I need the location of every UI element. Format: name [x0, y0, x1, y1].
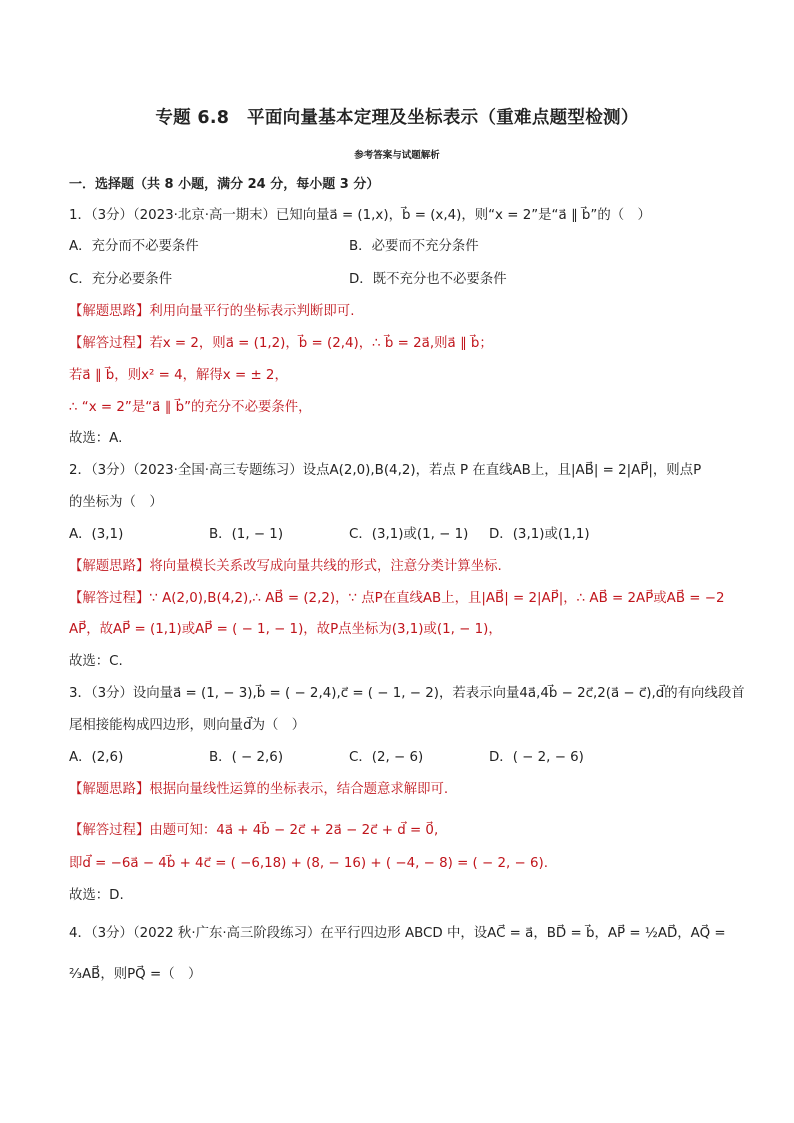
- q1-idea-text: 利用向量平行的坐标表示判断即可.: [149, 304, 355, 319]
- q3-option-c: C．(2, − 6): [349, 750, 424, 765]
- q3-process-1: [69, 822, 438, 840]
- q1-option-a: A．充分而不必要条件: [69, 239, 199, 254]
- q3-idea: [69, 781, 448, 799]
- q1-idea-tag: 【解题思路】: [69, 304, 150, 319]
- q1-process-1: [69, 335, 493, 353]
- q2-process-1: [69, 590, 724, 608]
- q2-option-b: B．(1, − 1): [209, 527, 284, 542]
- q3-idea-tag: 【解题思路】: [69, 782, 150, 797]
- q1-option-b: B．必要而不充分条件: [349, 239, 479, 254]
- q3-option-b: B．( − 2,6): [209, 750, 284, 765]
- page-subtitle: 参考答案与试题解析: [354, 150, 440, 161]
- q2-stem-1: 2．（3分）（2023·全国·高三专题练习）设点A(2,0),B(4,2)，若点 P 在直线AB上，且|AB⃗| = 2|AP⃗|，则点P: [69, 463, 702, 478]
- q3-option-a: A．(2,6): [69, 750, 124, 765]
- q3-process-text: 由题可知：4a⃗ + 4b⃗ − 2c⃗ + 2a⃗ − 2c⃗ + d⃗ = 0⃗,: [149, 823, 439, 838]
- q2-process-tag: 【解答过程】: [69, 591, 150, 606]
- q2-process-text: ∵ A(2,0),B(4,2),∴ AB⃗ = (2,2)，∵ 点P在直线AB上，且|AB⃗| = 2|AP⃗|，∴ AB⃗ = 2AP⃗或AB⃗ = −2: [149, 591, 725, 606]
- page-title: 专题 6.8 平面向量基本定理及坐标表示（重难点题型检测）: [155, 108, 639, 128]
- q1-idea: [69, 303, 354, 321]
- q2-idea-tag: 【解题思路】: [69, 559, 150, 574]
- q2-answer: 故选：C.: [69, 654, 123, 669]
- section-heading: 一．选择题（共 8 小题，满分 24 分，每小题 3 分）: [69, 177, 380, 192]
- q3-idea-text: 根据向量线性运算的坐标表示，结合题意求解即可.: [149, 782, 449, 797]
- q2-option-d: D．(3,1)或(1,1): [489, 527, 590, 542]
- q1-option-c: C．充分必要条件: [69, 272, 173, 287]
- q2-idea-text: 将向量模长关系改写成向量共线的形式，注意分类计算坐标.: [149, 559, 502, 574]
- q1-option-d: D．既不充分也不必要条件: [349, 272, 507, 287]
- q2-option-c: C．(3,1)或(1, − 1): [349, 527, 469, 542]
- q1-process-text: 若x = 2，则a⃗ = (1,2)，b⃗ = (2,4)，∴ b⃗ = 2a⃗,则a⃗ ∥ b⃗；: [149, 336, 493, 351]
- q3-option-d: D．( − 2, − 6): [489, 750, 584, 765]
- q3-stem-1: 3．（3分）设向量a⃗ = (1, − 3),b⃗ = ( − 2,4),c⃗ = ( − 1, − 2)，若表示向量4a⃗,4b⃗ − 2c⃗,2(a⃗ − c⃗),d⃗的有向线段首: [69, 686, 745, 701]
- q1-process-2: 若a⃗ ∥ b⃗，则x² = 4，解得x = ± 2，: [69, 368, 288, 383]
- q4-stem-2: ⅔AB⃗，则PQ⃗ =（ ）: [69, 967, 202, 982]
- q2-process-2: AP⃗，故AP⃗ = (1,1)或AP⃗ = ( − 1, − 1)，故P点坐标为(3,1)或(1, − 1)，: [69, 622, 502, 637]
- q1-process-3: ∴ “x = 2”是“a⃗ ∥ b⃗”的充分不必要条件，: [69, 400, 312, 415]
- q2-option-a: A．(3,1): [69, 527, 124, 542]
- q3-answer: 故选：D.: [69, 888, 124, 903]
- q3-process-tag: 【解答过程】: [69, 823, 150, 838]
- q1-process-tag: 【解答过程】: [69, 336, 150, 351]
- q1-stem: 1．（3分）（2023·北京·高一期末）已知向量a⃗ = (1,x)，b⃗ = (x,4)，则“x = 2”是“a⃗ ∥ b⃗”的（ ）: [69, 208, 651, 223]
- q2-stem-2: 的坐标为（ ）: [69, 495, 163, 510]
- q1-answer: 故选：A.: [69, 431, 123, 446]
- q3-stem-2: 尾相接能构成四边形，则向量d⃗为（ ）: [69, 718, 306, 733]
- q3-process-2: 即d⃗ = −6a⃗ − 4b⃗ + 4c⃗ = ( −6,18) + (8, − 16) + ( −4, − 8) = ( − 2, − 6).: [69, 856, 549, 871]
- q2-idea: [69, 558, 502, 576]
- q4-stem-1: 4．（3分）（2022 秋·广东·高三阶段练习）在平行四边形 ABCD 中，设AC⃗ = a⃗，BD⃗ = b⃗，AP⃗ = ½AD⃗，AQ⃗ =: [69, 926, 726, 941]
